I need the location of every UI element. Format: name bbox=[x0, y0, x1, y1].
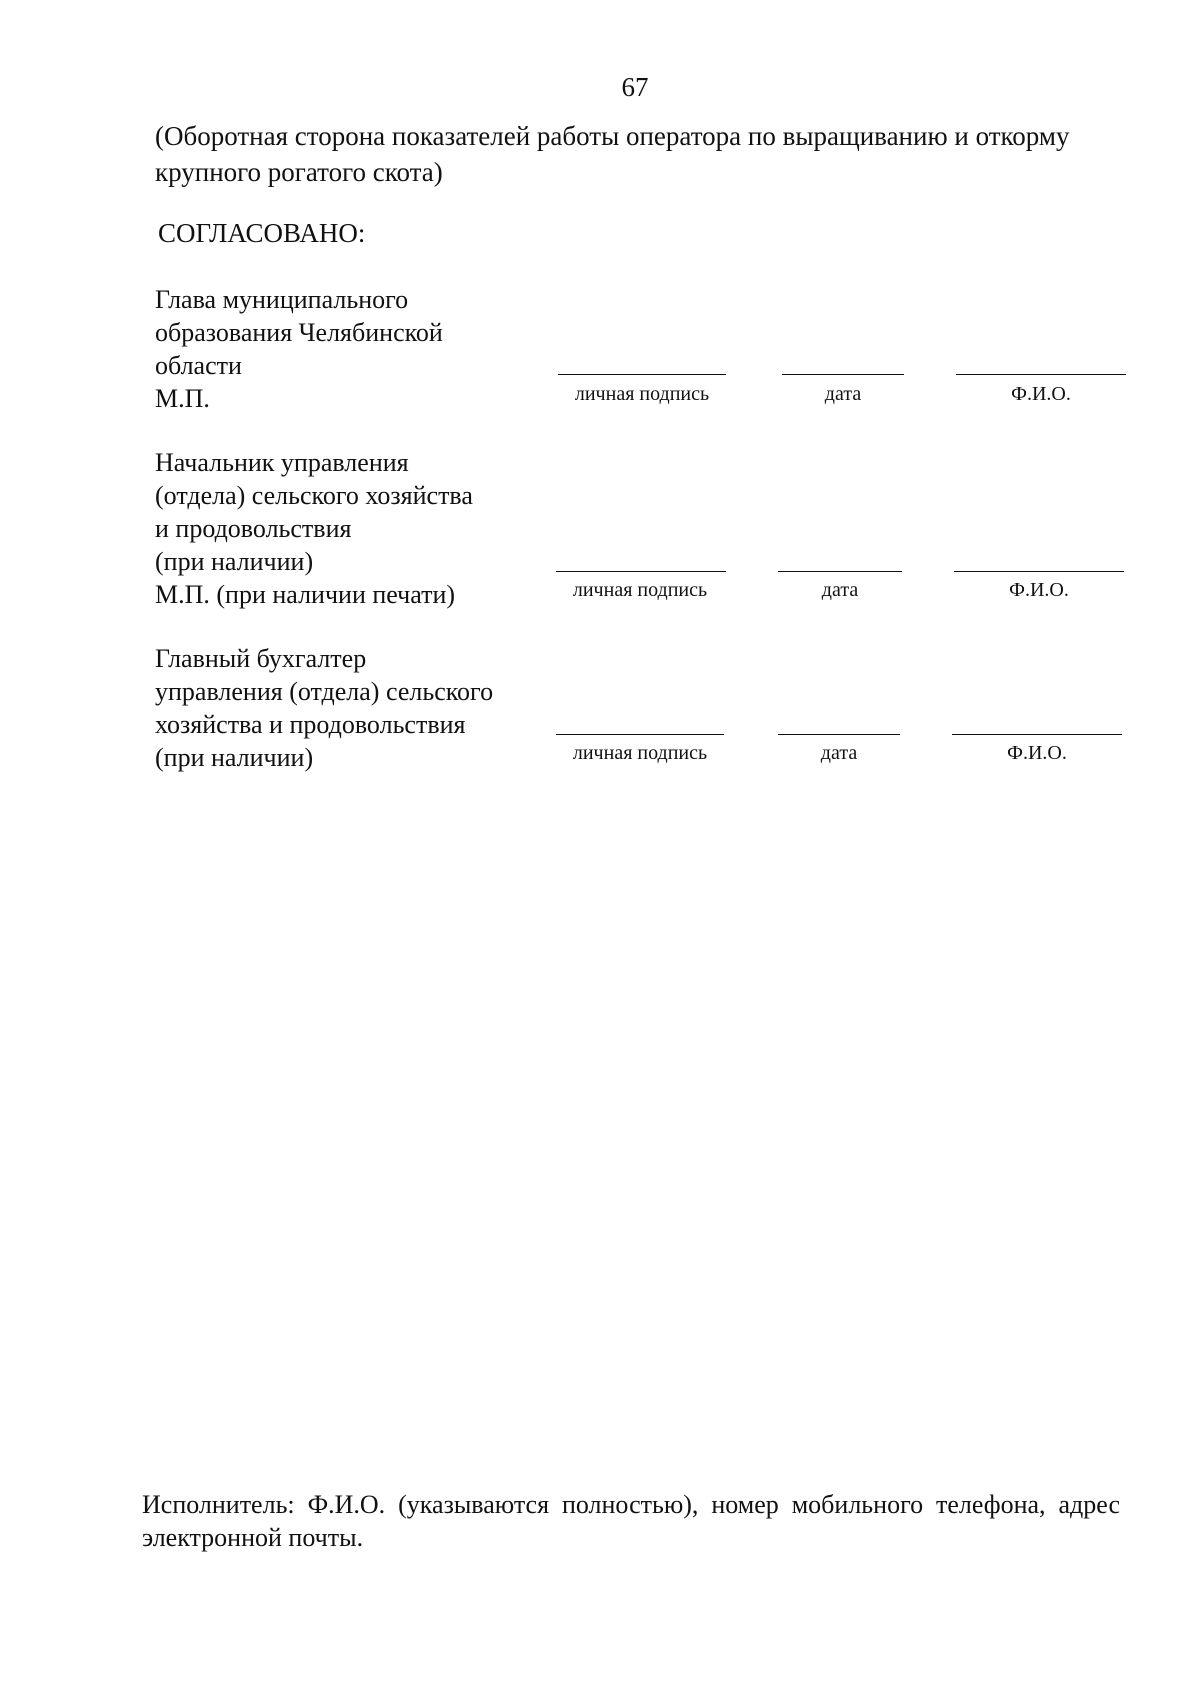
block-2-line-2: (отдела) сельского хозяйства bbox=[155, 481, 473, 510]
footer-executor-note: Исполнитель: Ф.И.О. (указываются полностью), номер мобильного телефона, адрес электронной почты. bbox=[142, 1490, 1120, 1552]
block-1-line-1: Глава муниципального bbox=[155, 285, 409, 314]
block-1-date-line bbox=[782, 374, 904, 375]
block-3-line-3: хозяйства и продовольствия bbox=[155, 710, 466, 739]
block-2-name-caption: Ф.И.О. bbox=[1009, 579, 1069, 601]
block-2-date-line bbox=[778, 571, 902, 572]
block-2-date-caption: дата bbox=[821, 579, 859, 601]
block-3-line-2: управления (отдела) сельского bbox=[155, 677, 494, 706]
block-1-line-4: М.П. bbox=[155, 384, 210, 413]
block-1-signature-line bbox=[558, 374, 726, 375]
block-1-name-caption: Ф.И.О. bbox=[1011, 383, 1071, 405]
block-2-line-4: (при наличии) bbox=[155, 547, 314, 576]
block-3-line-4: (при наличии) bbox=[155, 743, 314, 772]
block-3-date-line bbox=[778, 734, 900, 735]
block-1-name-line bbox=[956, 374, 1126, 375]
approved-heading: СОГЛАСОВАНО: bbox=[158, 218, 366, 248]
block-3-line-1: Главный бухгалтер bbox=[155, 644, 367, 673]
block-1-line-3: области bbox=[155, 351, 242, 380]
block-3-signature-line bbox=[556, 734, 724, 735]
signature-block-1-label bbox=[155, 283, 443, 415]
block-1-signature-caption: личная подпись bbox=[574, 383, 710, 405]
block-3-date-caption: дата bbox=[820, 742, 858, 764]
block-2-line-1: Начальник управления bbox=[155, 448, 409, 477]
block-2-signature-line bbox=[556, 571, 726, 572]
block-2-line-5: М.П. (при наличии печати) bbox=[155, 580, 456, 609]
block-3-name-line bbox=[952, 734, 1122, 735]
intro-text: (Оборотная сторона показателей работы оператора по выращиванию и откорму крупного рогатого скота) bbox=[155, 121, 1070, 187]
block-1-line-2: образования Челябинской bbox=[155, 318, 443, 347]
block-2-line-3: и продовольствия bbox=[155, 514, 352, 543]
block-2-name-line bbox=[954, 571, 1124, 572]
block-1-date-caption: дата bbox=[824, 383, 862, 405]
block-3-signature-caption: личная подпись bbox=[572, 742, 708, 764]
signature-block-3-label bbox=[155, 642, 493, 774]
block-3-name-caption: Ф.И.О. bbox=[1007, 742, 1067, 764]
block-2-signature-caption: личная подпись bbox=[572, 579, 708, 601]
page-number: 67 bbox=[621, 72, 649, 102]
signature-block-2-label bbox=[155, 446, 473, 611]
